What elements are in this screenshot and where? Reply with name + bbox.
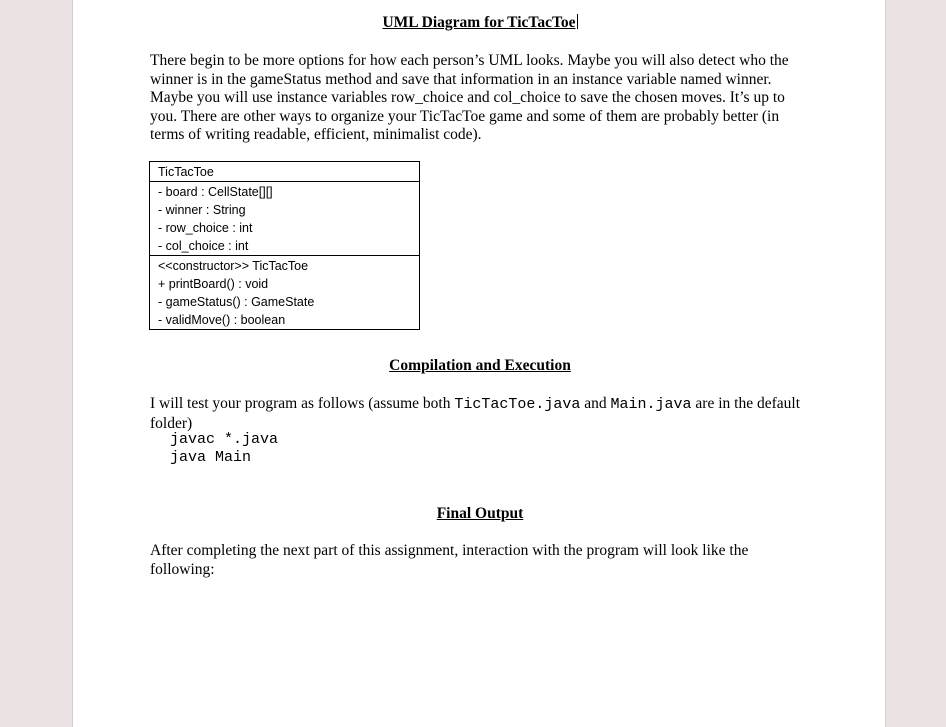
uml-method: - gameStatus() : GameState (158, 295, 315, 309)
uml-heading (73, 14, 887, 32)
intro-paragraph: There begin to be more options for how each person’s UML looks. Maybe you will also detect who the winner is in the gameStatus method and save that information in an instance variable named winner. Maybe you will use instance variables row_choice and col_choice to save the chosen moves. It’s up to you. There are other ways to organize your TicTacToe game and some of them are probably better (in terms of writing readable, efficient, minimalist code). (150, 52, 789, 144)
compilation-text: and (580, 395, 611, 412)
uml-class-name-section (150, 162, 419, 181)
uml-attribute: - winner : String (158, 203, 246, 217)
uml-methods-section (150, 255, 419, 329)
uml-heading-text: UML Diagram for TicTacToe (382, 14, 576, 31)
uml-method: - validMove() : boolean (158, 313, 286, 327)
final-output-paragraph: After completing the next part of this assignment, interaction with the program will look like the following: (150, 542, 749, 578)
uml-attribute: - row_choice : int (158, 221, 253, 235)
filename-main: Main.java (610, 396, 692, 413)
compilation-text: are in the default folder) (150, 395, 800, 432)
final-output-heading: Final Output (436, 505, 524, 522)
command-java-main: java Main (170, 449, 252, 466)
filename-tictactoe: TicTacToe.java (454, 396, 581, 413)
compilation-text: I will test your program as follows (assume both (150, 395, 455, 412)
uml-attributes-section (150, 181, 419, 255)
uml-attribute: - col_choice : int (158, 239, 249, 253)
document-page (72, 0, 886, 727)
text-cursor (577, 14, 578, 29)
uml-method: + printBoard() : void (158, 277, 269, 291)
compilation-paragraph (150, 395, 810, 433)
uml-attribute: - board : CellState[][] (158, 185, 273, 199)
compilation-heading: Compilation and Execution (389, 357, 571, 374)
uml-class-diagram (149, 161, 420, 330)
command-javac: javac *.java (170, 431, 279, 448)
uml-method: <<constructor>> TicTacToe (158, 259, 309, 273)
uml-class-name: TicTacToe (158, 165, 214, 179)
